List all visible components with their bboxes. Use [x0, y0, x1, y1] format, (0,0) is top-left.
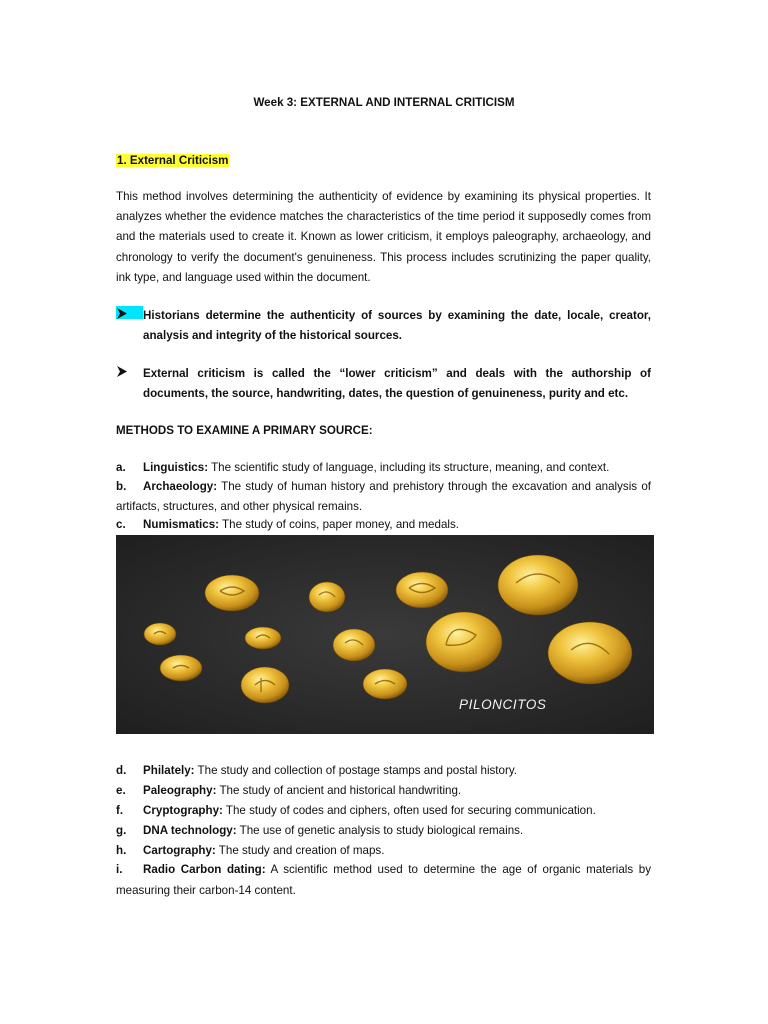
method-letter: h.	[116, 844, 127, 857]
arrowhead-bullet-icon	[116, 306, 143, 319]
method-description: The study of ancient and historical handwriting.	[216, 784, 462, 797]
method-item	[116, 761, 651, 781]
method-term: Radio Carbon dating:	[143, 863, 266, 876]
method-letter: i.	[116, 863, 123, 876]
method-term: Paleography:	[143, 784, 217, 797]
method-item	[116, 801, 651, 821]
arrowhead-bullet-icon	[116, 364, 143, 377]
section-heading-external-criticism	[116, 154, 229, 167]
method-item	[116, 860, 651, 901]
method-item	[116, 841, 651, 861]
method-description: The study and creation of maps.	[215, 844, 385, 857]
gold-coin	[144, 623, 176, 645]
method-letter: a.	[116, 461, 126, 474]
method-description: The use of genetic analysis to study biological remains.	[236, 824, 524, 837]
methods-heading: METHODS TO EXAMINE A PRIMARY SOURCE:	[116, 424, 373, 437]
piloncitos-photo	[116, 535, 654, 734]
method-letter: c.	[116, 518, 126, 531]
gold-coin	[160, 655, 202, 681]
gold-coin	[548, 622, 632, 684]
intro-paragraph: This method involves determining the authenticity of evidence by examining its physical properties. It analyzes whether the evidence matches the characteristics of the time period it supposedly comes from and the materials used to create it. Known as lower criticism, it employs paleography, archaeology, and chronology to verify the document's genuineness. This process includes scrutinizing the paper quality, ink type, and language used within the document.	[116, 190, 651, 284]
method-description: The study of human history and prehistory through the excavation and analysis of artifacts, structures, and other physical remains.	[116, 480, 651, 513]
gold-coin	[309, 582, 345, 612]
method-letter: b.	[116, 480, 127, 493]
bullet-item	[116, 306, 651, 347]
method-letter: f.	[116, 804, 124, 817]
bullet-text: External criticism is called the “lower criticism” and deals with the authorship of documents, the source, handwriting, dates, the question of genuineness, purity and etc.	[143, 367, 651, 401]
method-description: The study and collection of postage stamps and postal history.	[194, 764, 517, 777]
gold-coin	[333, 629, 375, 661]
method-description: The scientific study of language, including its structure, meaning, and context.	[208, 461, 610, 474]
method-item	[116, 458, 651, 478]
method-term: Numismatics:	[143, 518, 220, 531]
method-term: DNA technology:	[143, 824, 237, 837]
gold-coin	[426, 612, 502, 672]
gold-coin	[396, 572, 448, 608]
gold-coin	[205, 575, 259, 611]
method-letter: e.	[116, 784, 126, 797]
method-letter: g.	[116, 824, 127, 837]
method-term: Philately:	[143, 764, 195, 777]
highlighted-heading-text: 1. External Criticism	[117, 154, 229, 167]
method-item	[116, 515, 651, 535]
gold-coin	[363, 669, 407, 699]
gold-coin	[245, 627, 281, 649]
method-term: Cartography:	[143, 844, 216, 857]
bullet-text: Historians determine the authenticity of sources by examining the date, locale, creator, analysis and integrity of the historical sources.	[143, 309, 651, 343]
method-description: The study of codes and ciphers, often used for securing communication.	[222, 804, 596, 817]
method-description: A scientific method used to determine the age of organic materials by measuring their carbon-14 content.	[116, 863, 651, 897]
gold-coins-illustration	[116, 535, 654, 734]
page-title: Week 3: EXTERNAL AND INTERNAL CRITICISM	[253, 96, 515, 109]
gold-coin	[498, 555, 578, 615]
method-item	[116, 477, 651, 516]
method-term: Archaeology:	[143, 480, 218, 493]
bullet-item	[116, 364, 651, 405]
method-letter: d.	[116, 764, 127, 777]
method-term: Linguistics:	[143, 461, 209, 474]
method-description: The study of coins, paper money, and medals.	[219, 518, 459, 531]
method-item	[116, 781, 651, 801]
gold-coin	[241, 667, 289, 703]
photo-caption: PILONCITOS	[459, 697, 547, 712]
method-item	[116, 821, 651, 841]
method-term: Cryptography:	[143, 804, 223, 817]
